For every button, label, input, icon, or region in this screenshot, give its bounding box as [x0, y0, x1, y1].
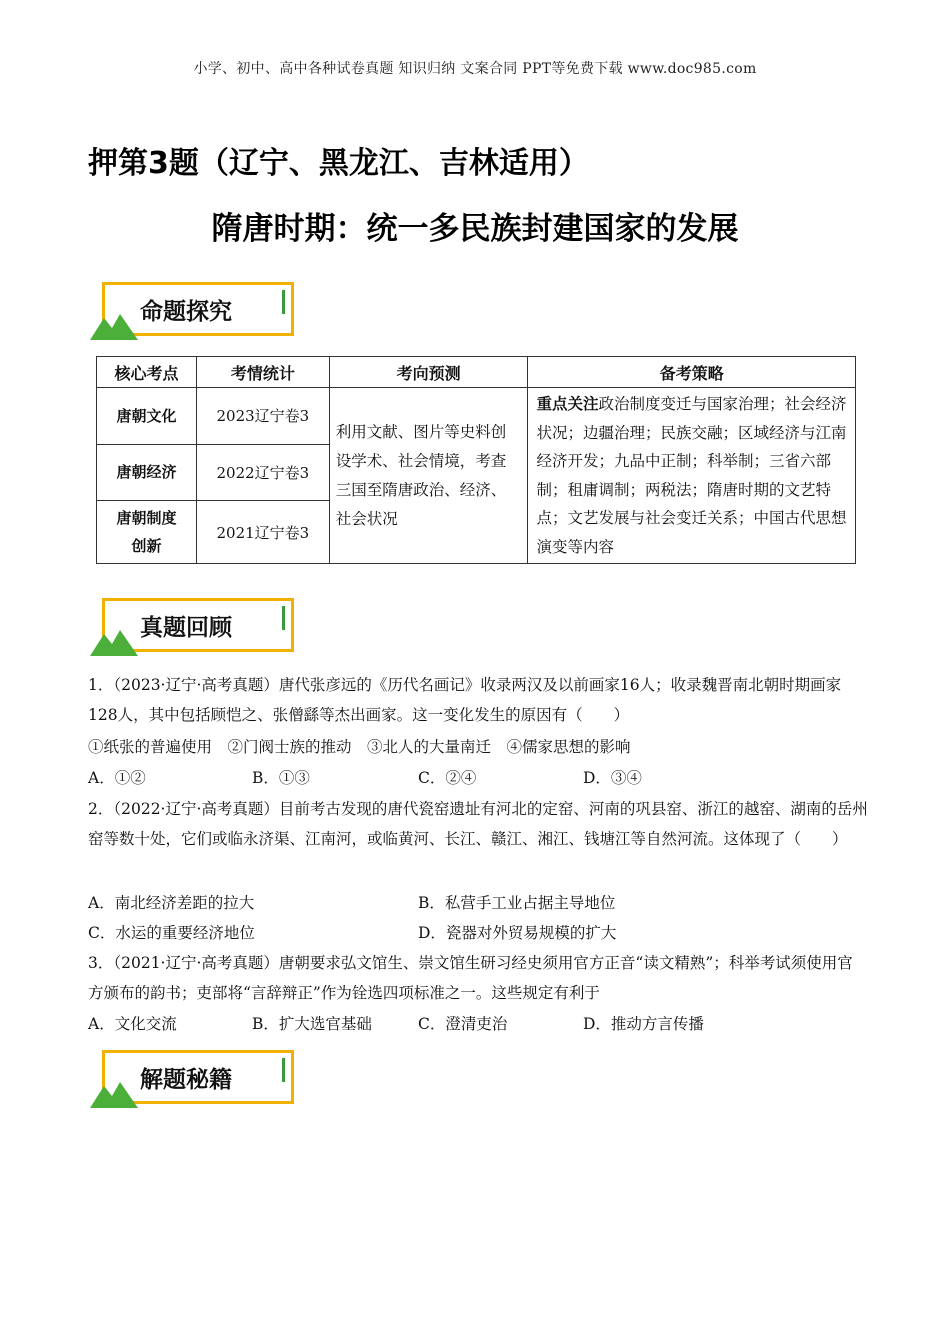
table-header: 备考策略	[528, 357, 856, 388]
question-2-option-d[interactable]: D．瓷器对外贸易规模的扩大	[418, 924, 617, 942]
table-cell-point: 唐朝文化	[97, 388, 197, 445]
table-cell-prediction: 利用文献、图片等史料创设学术、社会情境，考查三国至隋唐政治、经济、社会状况	[329, 388, 528, 564]
section-title: 命题探究	[140, 299, 232, 325]
section-title: 真题回顾	[140, 615, 232, 641]
question-1-option-b[interactable]: B．①③	[252, 769, 310, 787]
table-cell-strategy	[528, 388, 856, 564]
question-2-stem: 2．（2022·辽宁·高考真题）目前考古发现的唐代瓷窑遗址有河北的定窑、河南的巩县窑、浙江的越窑、湖南的岳州窑等数十处，它们或临永济渠、江南河，或临黄河、长江、赣江、湘江、钱塘江等自然河流。这体现了（ ）	[88, 800, 868, 848]
question-1-stem: 1．（2023·辽宁·高考真题）唐代张彦远的《历代名画记》收录两汉及以前画家16人；收录魏晋南北朝时期画家128人，其中包括顾恺之、张僧繇等杰出画家。这一变化发生的原因有（ ）	[88, 676, 842, 724]
table-header: 考向预测	[329, 357, 528, 388]
table-cell-point: 唐朝经济	[97, 444, 197, 501]
page-title: 押第3题（辽宁、黑龙江、吉林适用）	[88, 146, 589, 181]
question-3-option-c[interactable]: C．澄清吏治	[418, 1015, 508, 1033]
info-table	[96, 356, 856, 564]
mountain-icon	[90, 626, 138, 656]
question-3-option-b[interactable]: B．扩大选官基础	[252, 1015, 372, 1033]
question-3-stem: 3．（2021·辽宁·高考真题）唐朝要求弘文馆生、崇文馆生研习经史须用官方正音“读文精熟”；科举考试须使用官方颁布的韵书；吏部将“言辞辩正”作为铨选四项标准之一。这些规定有利于	[88, 954, 853, 1002]
page-subtitle: 隋唐时期：统一多民族封建国家的发展	[211, 211, 739, 247]
table-cell-stat: 2021辽宁卷3	[196, 501, 329, 564]
page-header: 小学、初中、高中各种试卷真题 知识归纳 文案合同 PPT等免费下载 www.doc985.com	[193, 61, 757, 77]
section-title: 解题秘籍	[140, 1067, 232, 1093]
mountain-icon	[90, 310, 138, 340]
table-header: 核心考点	[97, 357, 197, 388]
question-2-option-a[interactable]: A．南北经济差距的拉大	[88, 894, 255, 912]
question-1-option-a[interactable]: A．①②	[88, 769, 146, 787]
mountain-icon	[90, 1078, 138, 1108]
section-banner-review	[90, 596, 300, 656]
table-cell-stat: 2023辽宁卷3	[196, 388, 329, 445]
table-cell-point: 唐朝制度创新	[97, 501, 197, 564]
question-3-option-d[interactable]: D．推动方言传播	[583, 1015, 704, 1033]
section-banner-tips	[90, 1048, 300, 1108]
question-1-option-c[interactable]: C．②④	[418, 769, 477, 787]
question-1-items: ①纸张的普遍使用 ②门阀士族的推动 ③北人的大量南迁 ④儒家思想的影响	[88, 738, 631, 756]
question-2-option-b[interactable]: B．私营手工业占据主导地位	[418, 894, 616, 912]
section-banner-explore	[90, 280, 300, 340]
question-3-option-a[interactable]: A．文化交流	[88, 1015, 177, 1033]
strategy-emphasis: 重点关注	[536, 395, 599, 413]
strategy-text: 政治制度变迁与国家治理；社会经济状况；边疆治理；民族交融；区域经济与江南经济开发；九品中正制；科举制；三省六部制；租庸调制；两税法；隋唐时期的文艺特点；文艺发展与社会变迁关系；中国古代思想演变等内容	[536, 395, 847, 556]
table-header: 考情统计	[196, 357, 329, 388]
table-cell-stat: 2022辽宁卷3	[196, 444, 329, 501]
question-2-option-c[interactable]: C．水运的重要经济地位	[88, 924, 255, 942]
question-1-option-d[interactable]: D．③④	[583, 769, 642, 787]
